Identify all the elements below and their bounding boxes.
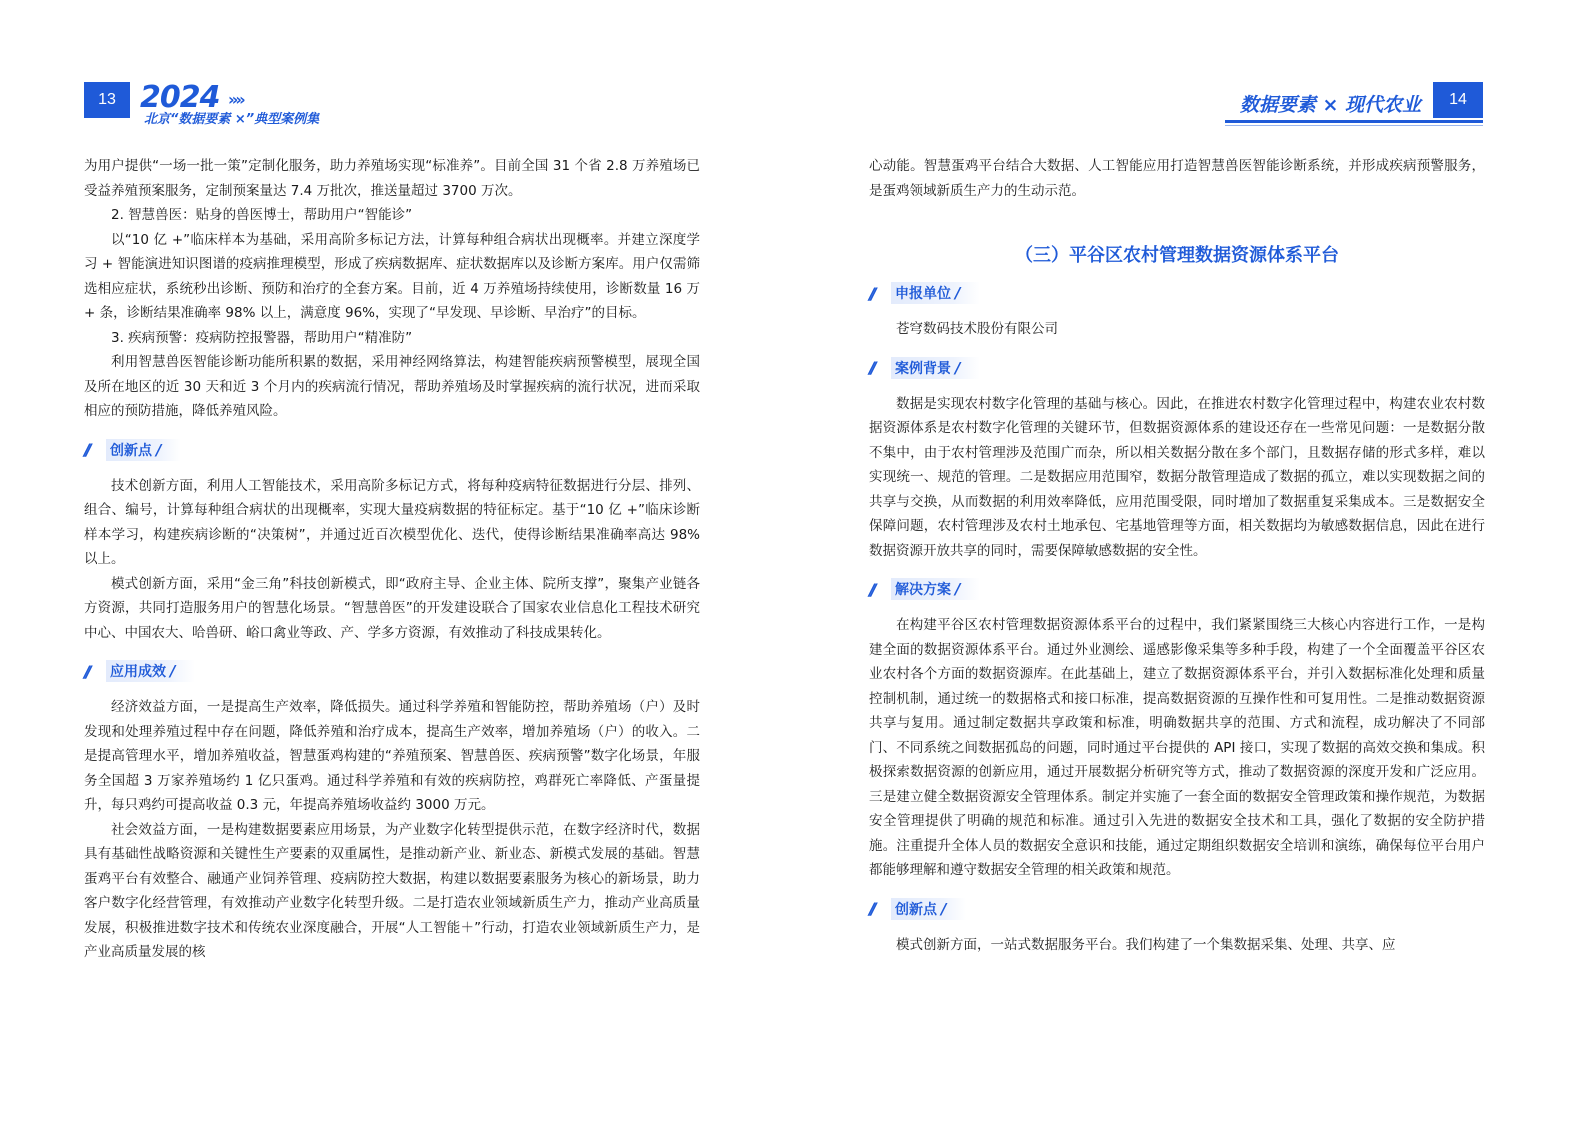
section-heading-solution xyxy=(869,577,1485,601)
brand-year: 2024 xyxy=(140,80,220,115)
section-label-bg xyxy=(106,660,195,682)
right-text-column xyxy=(869,154,1485,957)
slash-bars-icon: // xyxy=(869,358,873,377)
brand-subtitle: 北京“数据要素 ×”典型案例集 xyxy=(144,112,320,127)
section-heading-applicant xyxy=(869,281,1485,305)
paragraph: 3. 疾病预警：疫病防控报警器，帮助用户“精准防” xyxy=(111,329,413,346)
section-heading-results xyxy=(84,659,700,683)
header-underline xyxy=(1225,120,1483,123)
paragraph: 技术创新方面，利用人工智能技术，采用高阶多标记方式，将每种疫病特征数据进行分层、排列、组合、编号，计算每种组合病状的出现概率，实现大量疫病数据的特征标定。基于“10 亿 +”临床诊断样本学习，构建疾病诊断的“决策树”，并通过近百次模型优化、迭代，使得诊断结果准确率高达 98% 以上。 xyxy=(84,477,700,567)
page-number-right: 14 xyxy=(1433,82,1483,118)
section-label-bg xyxy=(891,898,966,920)
section-title: 案例背景 xyxy=(895,360,951,377)
slash-bars-icon: // xyxy=(869,283,873,303)
slash-bars-icon: // xyxy=(869,579,873,599)
right-page-header xyxy=(1223,82,1483,126)
paragraph: 心动能。智慧蛋鸡平台结合大数据、人工智能应用打造智慧兽医智能诊断系统，并形成疾病预警服务，是蛋鸡领域新质生产力的生动示范。 xyxy=(869,158,1485,199)
paragraph: 模式创新方面，一站式数据服务平台。我们构建了一个集数据采集、处理、共享、应 xyxy=(896,936,1396,953)
paragraph: 利用智慧兽医智能诊断功能所积累的数据，采用神经网络算法，构建智能疾病预警模型，展现全国及所在地区的近 30 天和近 3 个月内的疾病流行情况，帮助养殖场及时掌握疾病的流行状况，进而采取相应的预防措施，降低养殖风险。 xyxy=(84,354,700,419)
slash-icon: / xyxy=(170,662,176,680)
left-text-column xyxy=(84,154,700,965)
header-underline-thin xyxy=(1225,125,1483,126)
section-title: 申报单位 xyxy=(895,286,951,302)
section-title: 创新点 xyxy=(895,901,937,918)
case-title: （三）平谷区农村管理数据资源体系平台 xyxy=(1015,245,1339,266)
paragraph: 经济效益方面，一是提高生产效率，降低损失。通过科学养殖和智能防控，帮助养殖场（户）及时发现和处理养殖过程中存在问题，降低养殖和治疗成本，提高生产效率，增加养殖场（户）的收入。二是提高管理水平，增加养殖收益，智慧蛋鸡构建的“养殖预案、智慧兽医、疾病预警”数字化场景，年服务全国超 3 万家养殖场约 1 亿只蛋鸡。通过科学养殖和有效的疾病防控，鸡群死亡率降低、产蛋量提升，每只鸡约可提高收益 0.3 元，年提高养殖场收益约 3000 万元。 xyxy=(84,699,700,813)
slash-icon: / xyxy=(941,899,947,918)
section-title: 应用成效 xyxy=(110,664,166,680)
paragraph: 模式创新方面，采用“金三角”科技创新模式，即“政府主导、企业主体、院所支撑”，聚集产业链各方资源，共同打造服务用户的智慧化场景。“智慧兽医”的开发建设联合了国家农业信息化工程技术研究中心、中国农大、哈兽研、峪口禽业等政、产、学多方资源，有效推动了科技成果转化。 xyxy=(84,575,700,641)
page-number-left: 13 xyxy=(84,82,130,118)
section-label-bg xyxy=(891,578,980,600)
chapter-title: 数据要素 × 现代农业 xyxy=(1239,94,1421,116)
paragraph: 社会效益方面，一是构建数据要素应用场景，为产业数字化转型提供示范，在数字经济时代，数据具有基础性战略资源和关键性生产要素的双重属性，是推动新产业、新业态、新模式发展的基础。智慧蛋鸡平台有效整合、融通产业饲养管理、疫病防控大数据，构建以数据要素服务为核心的新场景，助力客户数字化经营管理，有效推动产业数字化转型升级。二是打造农业领域新质生产力，推动产业高质量发展，积极推进数字技术和传统农业深度融合，开展“人工智能＋”行动，打造农业领域新质生产力，是产业高质量发展的核 xyxy=(84,821,700,960)
paragraph: 苍穹数码技术股份有限公司 xyxy=(896,321,1058,337)
slash-icon: / xyxy=(156,440,162,459)
paragraph: 2. 智慧兽医：贴身的兽医博士，帮助用户“智能诊” xyxy=(111,207,413,223)
section-label-bg xyxy=(891,282,980,304)
brand-arrows-icon: »» xyxy=(228,90,243,109)
paragraph: 以“10 亿 +”临床样本为基础，采用高阶多标记方法，计算每种组合病状出现概率。并建立深度学习 + 智能演进知识图谱的疫病推理模型，形成了疾病数据库、症状数据库以及诊断方案库。用户仅需筛选相应症状，系统秒出诊断、预防和治疗的全套方案。目前，近 4 万养殖场持续使用，诊断数量 16 万 + 条，诊断结果准确率 98% 以上，满意度 96%，实现了“早发现、早诊断、早治疗”的目标。 xyxy=(84,231,700,321)
slash-icon: / xyxy=(955,284,961,302)
section-title: 创新点 xyxy=(110,442,152,459)
slash-bars-icon: // xyxy=(84,661,88,681)
section-label-bg xyxy=(891,357,980,379)
slash-icon: / xyxy=(955,580,961,598)
paragraph: 为用户提供“一场一批一策”定制化服务，助力养殖场实现“标准养”。目前全国 31 个省 2.8 万养殖场已受益养殖预案服务，定制预案量达 7.4 万批次，推送量超过 3700 万次。 xyxy=(84,158,700,199)
paragraph: 在构建平谷区农村管理数据资源体系平台的过程中，我们紧紧围绕三大核心内容进行工作，一是构建全面的数据资源体系平台。通过外业测绘、遥感影像采集等多种手段，构建了一个全面覆盖平谷区农业农村各个方面的数据资源库。在此基础上，建立了数据资源体系平台，并引入数据标准化处理和质量控制机制，通过统一的数据格式和接口标准，提高数据资源的互操作性和可复用性。二是推动数据资源共享与复用。通过制定数据共享政策和标准，明确数据共享的范围、方式和流程，成功解决了不同部门、不同系统之间数据孤岛的问题，同时通过平台提供的 API 接口，实现了数据的高效交换和集成。积极探索数据资源的创新应用，通过开展数据分析研究等方式，推动了数据资源的深度开发和广泛应用。三是建立健全数据资源安全管理体系。制定并实施了一套全面的数据安全管理政策和操作规范，为数据安全管理提供了明确的规范和标准。通过引入先进的数据安全技术和工具，强化了数据的安全防护措施。注重提升全体人员的数据安全意识和技能，通过定期组织数据安全培训和演练，确保每位平台用户都能够理解和遵守数据安全管理的相关政策和规范。 xyxy=(869,617,1485,878)
section-title: 解决方案 xyxy=(895,582,951,598)
section-label-bg xyxy=(106,439,181,461)
slash-bars-icon: // xyxy=(869,899,873,918)
slash-icon: / xyxy=(955,358,961,377)
slash-bars-icon: // xyxy=(84,440,88,459)
section-heading-innovation xyxy=(84,438,700,462)
right-page xyxy=(793,0,1587,1124)
left-page xyxy=(0,0,793,1124)
section-heading-background xyxy=(869,356,1485,380)
paragraph: 数据是实现农村数字化管理的基础与核心。因此，在推进农村数字化管理过程中，构建农业农村数据资源体系是农村数字化管理的关键环节，但数据资源体系的建设还存在一些常见问题：一是数据分散不集中，由于农村管理涉及范围广而杂，所以相关数据分散在多个部门，且数据存储的形式多样，难以实现统一、规范的管理。二是数据应用范围窄，数据分散管理造成了数据的孤立，难以实现数据之间的共享与交换，从而数据的利用效率降低，应用范围受限，同时增加了数据重复采集成本。三是数据安全保障问题，农村管理涉及农村土地承包、宅基地管理等方面，相关数据均为敏感数据信息，因此在进行数据资源开放共享的同时，需要保障敏感数据的安全性。 xyxy=(869,395,1485,559)
section-heading-innovation xyxy=(869,897,1485,921)
